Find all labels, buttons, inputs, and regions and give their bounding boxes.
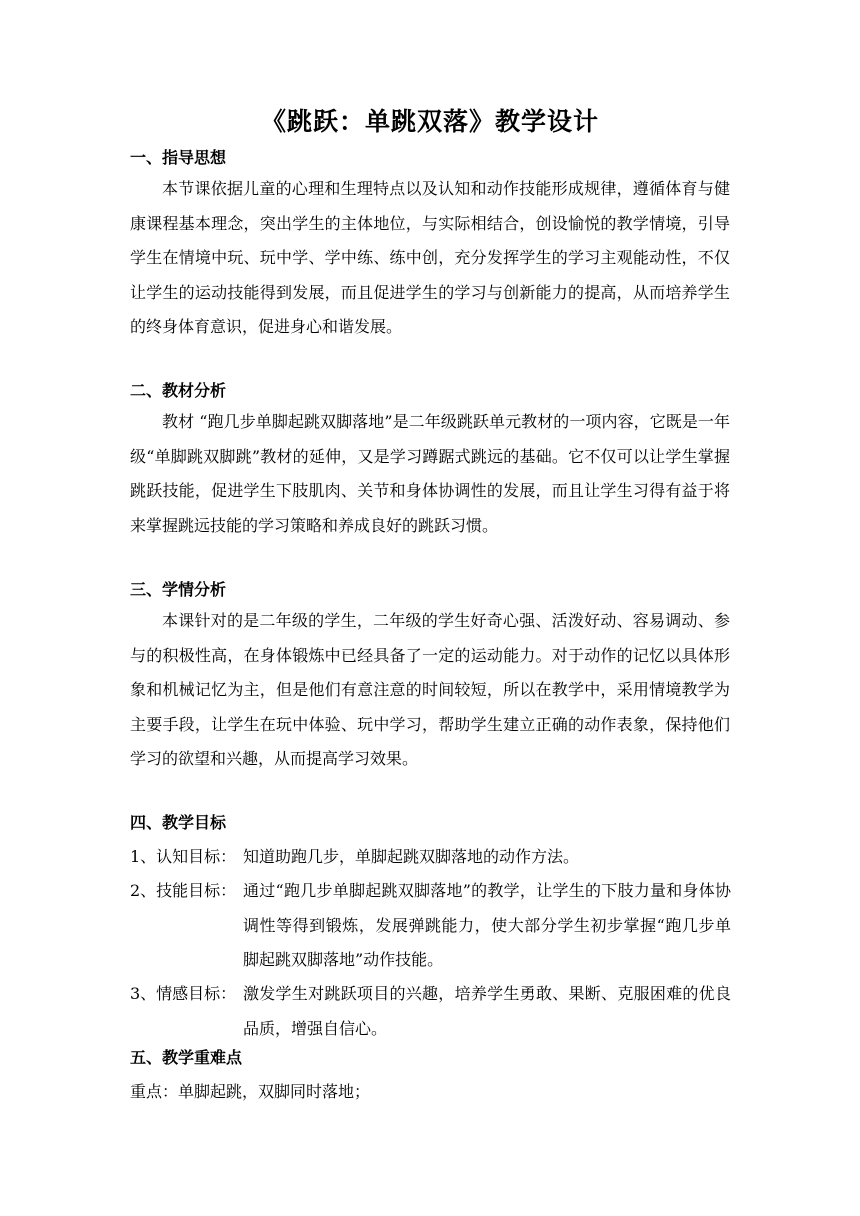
objective-label-skill: 2、技能目标：: [130, 881, 237, 900]
objective-label-cognitive: 1、认知目标：: [130, 847, 237, 866]
key-point-line: 重点：单脚起跳，双脚同时落地；: [130, 1082, 371, 1101]
objective-text-affective: 激发学生对跳跃项目的兴趣，培养学生勇敢、果断、克服困难的优良品质，增强自信心。: [243, 984, 731, 1038]
section-heading-guiding-ideology: 一、指导思想: [130, 148, 227, 167]
document-title: 《跳跃：单跳双落》教学设计: [260, 107, 599, 136]
objective-text-cognitive: 知道助跑几步，单脚起跳双脚落地的动作方法。: [243, 847, 580, 866]
objective-text-skill: 通过“跑几步单脚起跳双脚落地”的教学，让学生的下肢力量和身体协调性等得到锻炼，发展弹跳能力，使大部分学生初步掌握“跑几步单脚起跳双脚落地”动作技能。: [243, 881, 731, 969]
section-body-guiding-ideology: 本节课依据儿童的心理和生理特点以及认知和动作技能形成规律，遵循体育与健康课程基本理念，突出学生的主体地位，与实际相结合，创设愉悦的教学情境，引导学生在情境中玩、玩中学、学中练、练中创，充分发挥学生的学习主观能动性，不仅让学生的运动技能得到发展，而且促进学生的学习与创新能力的提高，从而培养学生的终身体育意识，促进身心和谐发展。: [130, 179, 730, 336]
section-heading-key-points: 五、教学重难点: [130, 1048, 243, 1067]
section-heading-material-analysis: 二、教材分析: [130, 381, 227, 400]
section-body-material-analysis: 教材 “跑几步单脚起跳双脚落地”是二年级跳跃单元教材的一项内容，它既是一年级“单脚跳双脚跳”教材的延伸，又是学习蹲踞式跳远的基础。它不仅可以让学生掌握跳跃技能，促进学生下肢肌肉、关节和身体协调性的发展，而且让学生习得有益于将来掌握跳远技能的学习策略和养成良好的跳跃习惯。: [130, 412, 730, 535]
section-heading-student-analysis: 三、学情分析: [130, 580, 227, 599]
section-body-student-analysis: 本课针对的是二年级的学生，二年级的学生好奇心强、活泼好动、容易调动、参与的积极性高，在身体锻炼中已经具备了一定的运动能力。对于动作的记忆以具体形象和机械记忆为主，但是他们有意注意的时间较短，所以在教学中，采用情境教学为主要手段，让学生在玩中体验、玩中学习，帮助学生建立正确的动作表象，保持他们学习的欲望和兴趣，从而提高学习效果。: [130, 611, 730, 768]
objective-label-affective: 3、情感目标：: [130, 984, 237, 1003]
section-heading-teaching-objectives: 四、教学目标: [130, 813, 227, 832]
